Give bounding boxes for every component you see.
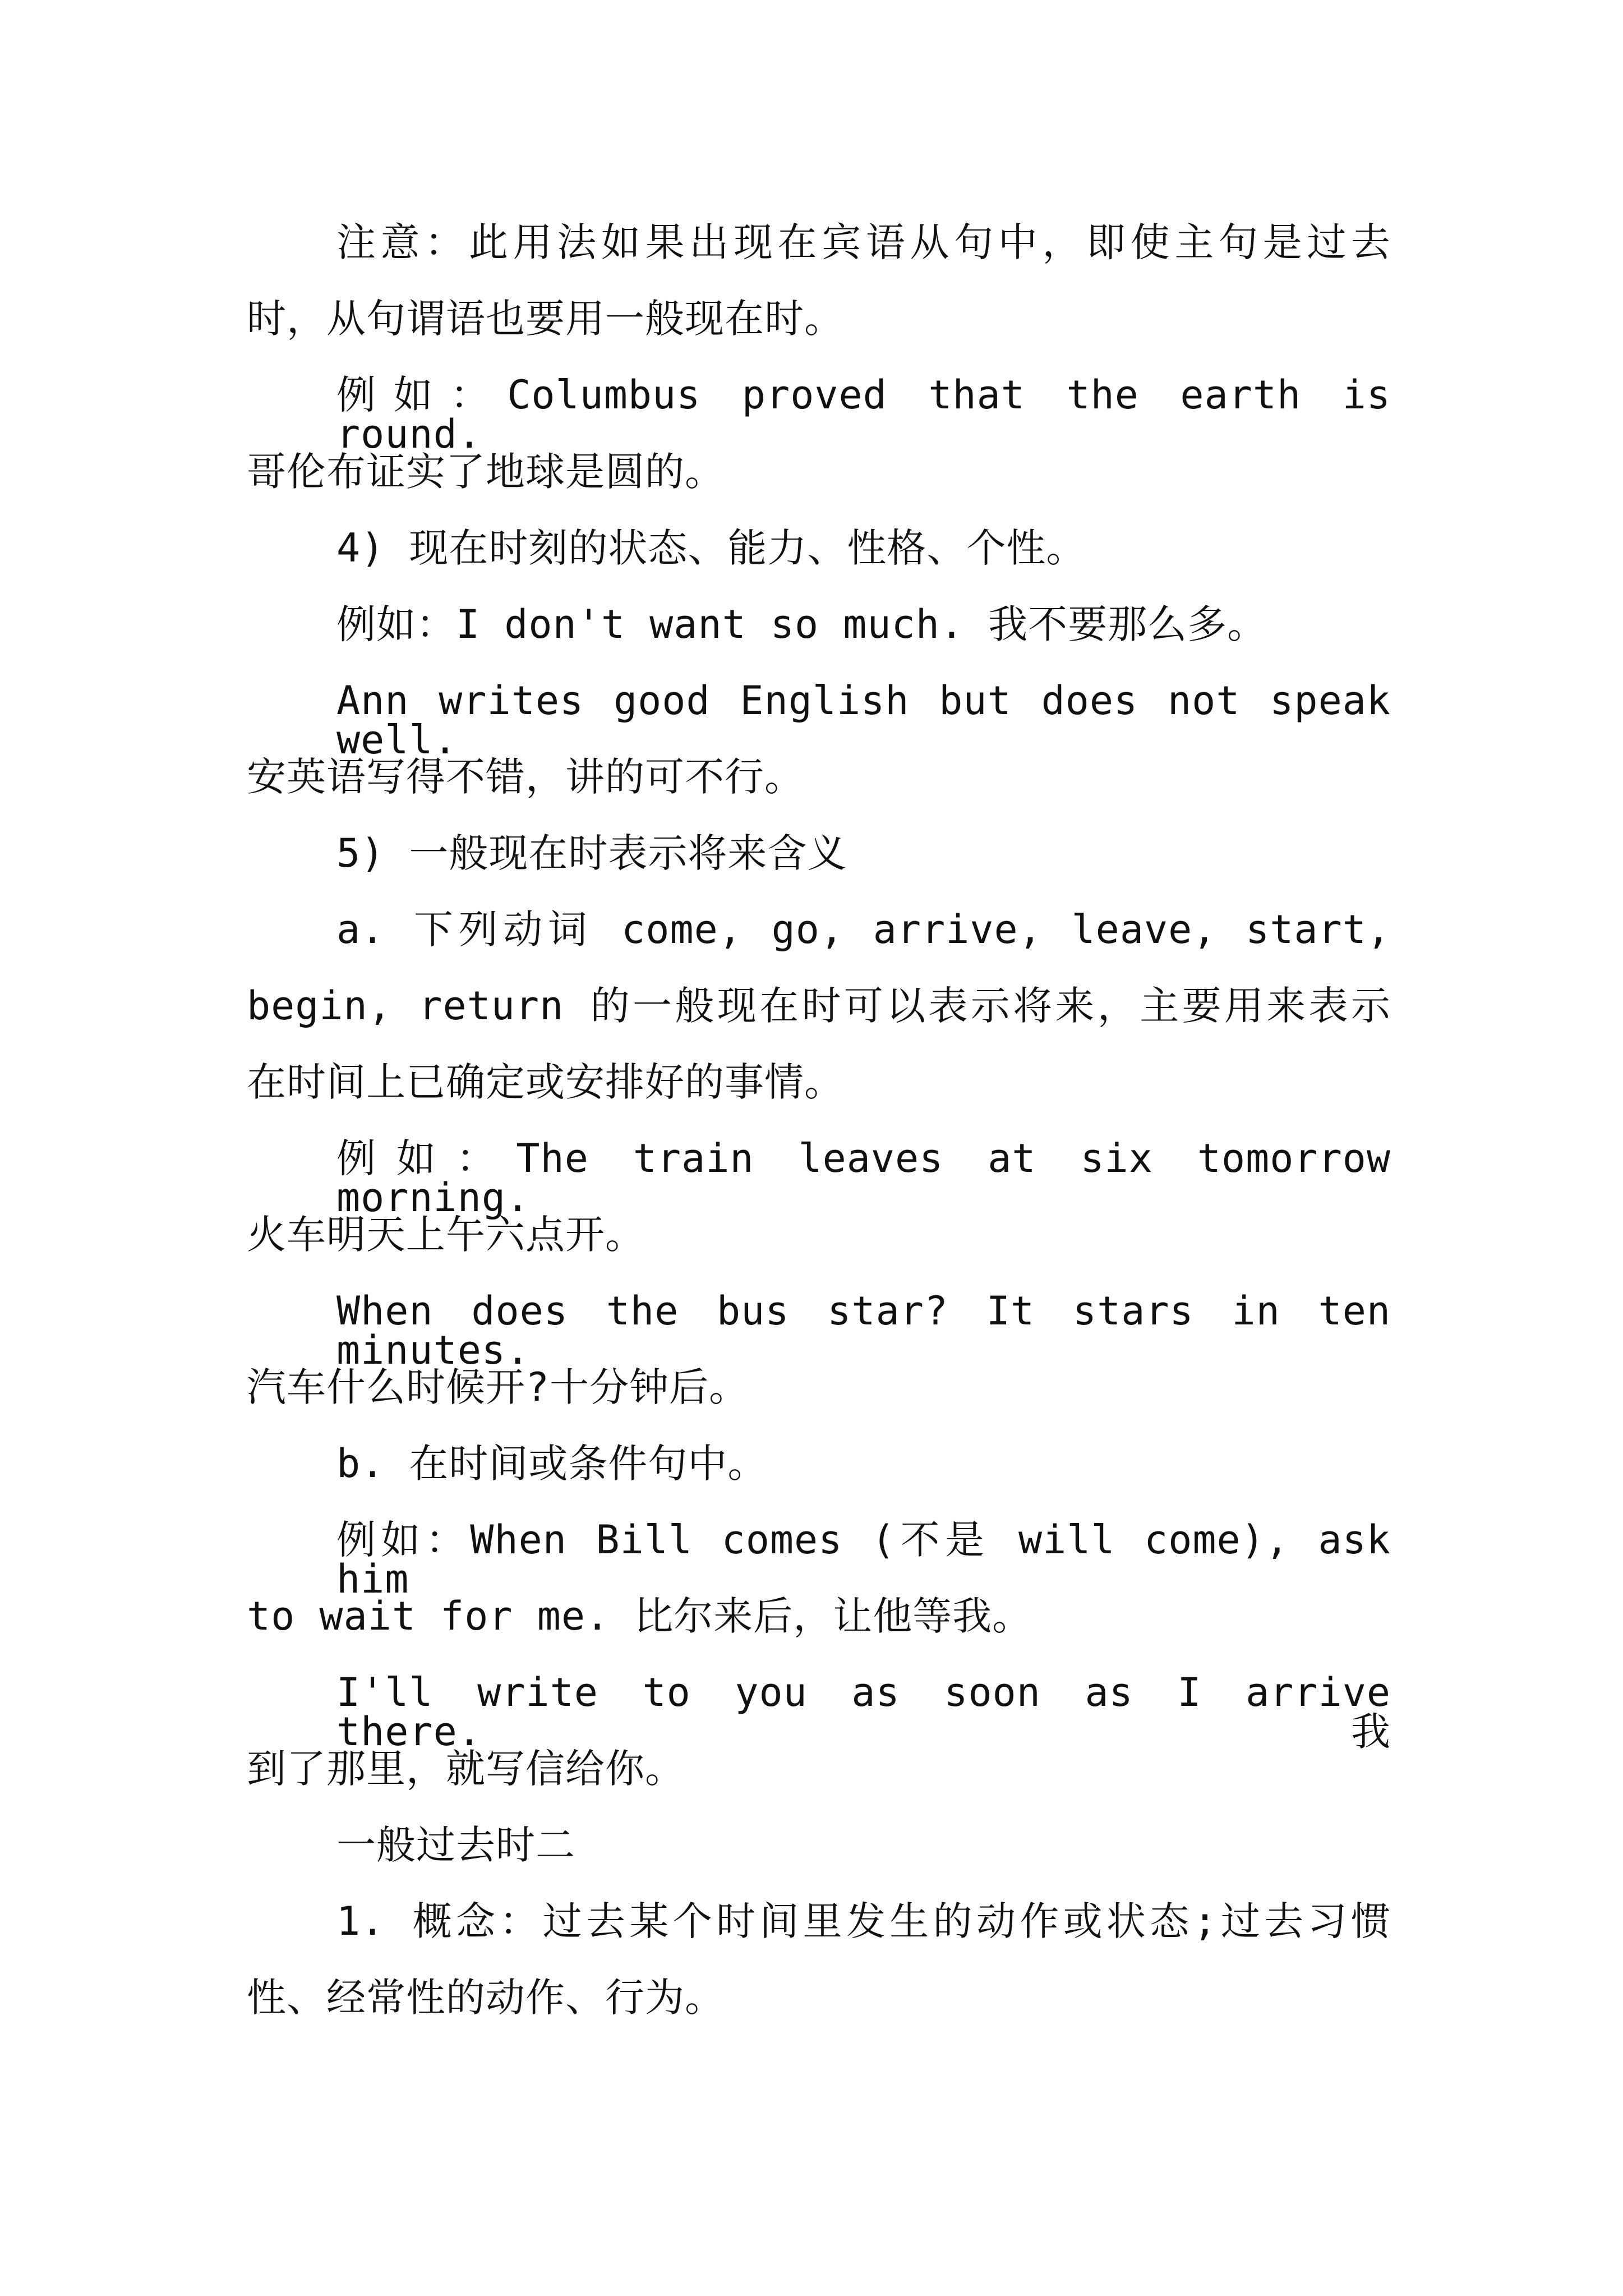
text-line: 安英语写得不错，讲的可不行。 bbox=[247, 754, 804, 800]
text-line: 火车明天上午六点开。 bbox=[247, 1212, 645, 1258]
text-line: 到了那里，就写信给你。 bbox=[247, 1746, 685, 1792]
text-line: 例如：I don't want so much. 我不要那么多。 bbox=[336, 601, 1267, 647]
text-line: I'll write to you as soon as I arrive there. 我 bbox=[336, 1669, 1391, 1755]
text-line: 一般过去时二 bbox=[336, 1822, 575, 1868]
text-line: 哥伦布证实了地球是圆的。 bbox=[247, 449, 725, 495]
text-line: 4) 现在时刻的状态、能力、性格、个性。 bbox=[336, 525, 1086, 571]
text-line: 5) 一般现在时表示将来含义 bbox=[336, 830, 847, 876]
text-line: begin, return 的一般现在时可以表示将来，主要用来表示 bbox=[247, 983, 1391, 1029]
text-line: a. 下列动词 come, go, arrive, leave, start, bbox=[336, 907, 1391, 953]
text-line: 时，从句谓语也要用一般现在时。 bbox=[247, 296, 844, 342]
text-line: Ann writes good English but does not speak well. bbox=[336, 678, 1391, 763]
text-line: 汽车什么时候开?十分钟后。 bbox=[247, 1364, 749, 1410]
text-line: to wait for me. 比尔来后，让他等我。 bbox=[247, 1593, 1032, 1639]
text-line: 注意：此用法如果出现在宾语从句中，即使主句是过去 bbox=[336, 219, 1391, 265]
text-line: When does the bus star? It stars in ten minutes. bbox=[336, 1288, 1391, 1373]
text-line: 性、经常性的动作、行为。 bbox=[247, 1975, 725, 2021]
text-line: 例如：When Bill comes (不是 will come), ask him bbox=[336, 1517, 1391, 1602]
text-line: 例如：The train leaves at six tomorrow morning. bbox=[336, 1135, 1391, 1221]
text-line: 1. 概念：过去某个时间里发生的动作或状态;过去习惯 bbox=[336, 1898, 1391, 1944]
text-line: 在时间上已确定或安排好的事情。 bbox=[247, 1059, 844, 1105]
text-line: 例如：Columbus proved that the earth is round. bbox=[336, 372, 1391, 457]
text-line: b. 在时间或条件句中。 bbox=[336, 1441, 768, 1487]
